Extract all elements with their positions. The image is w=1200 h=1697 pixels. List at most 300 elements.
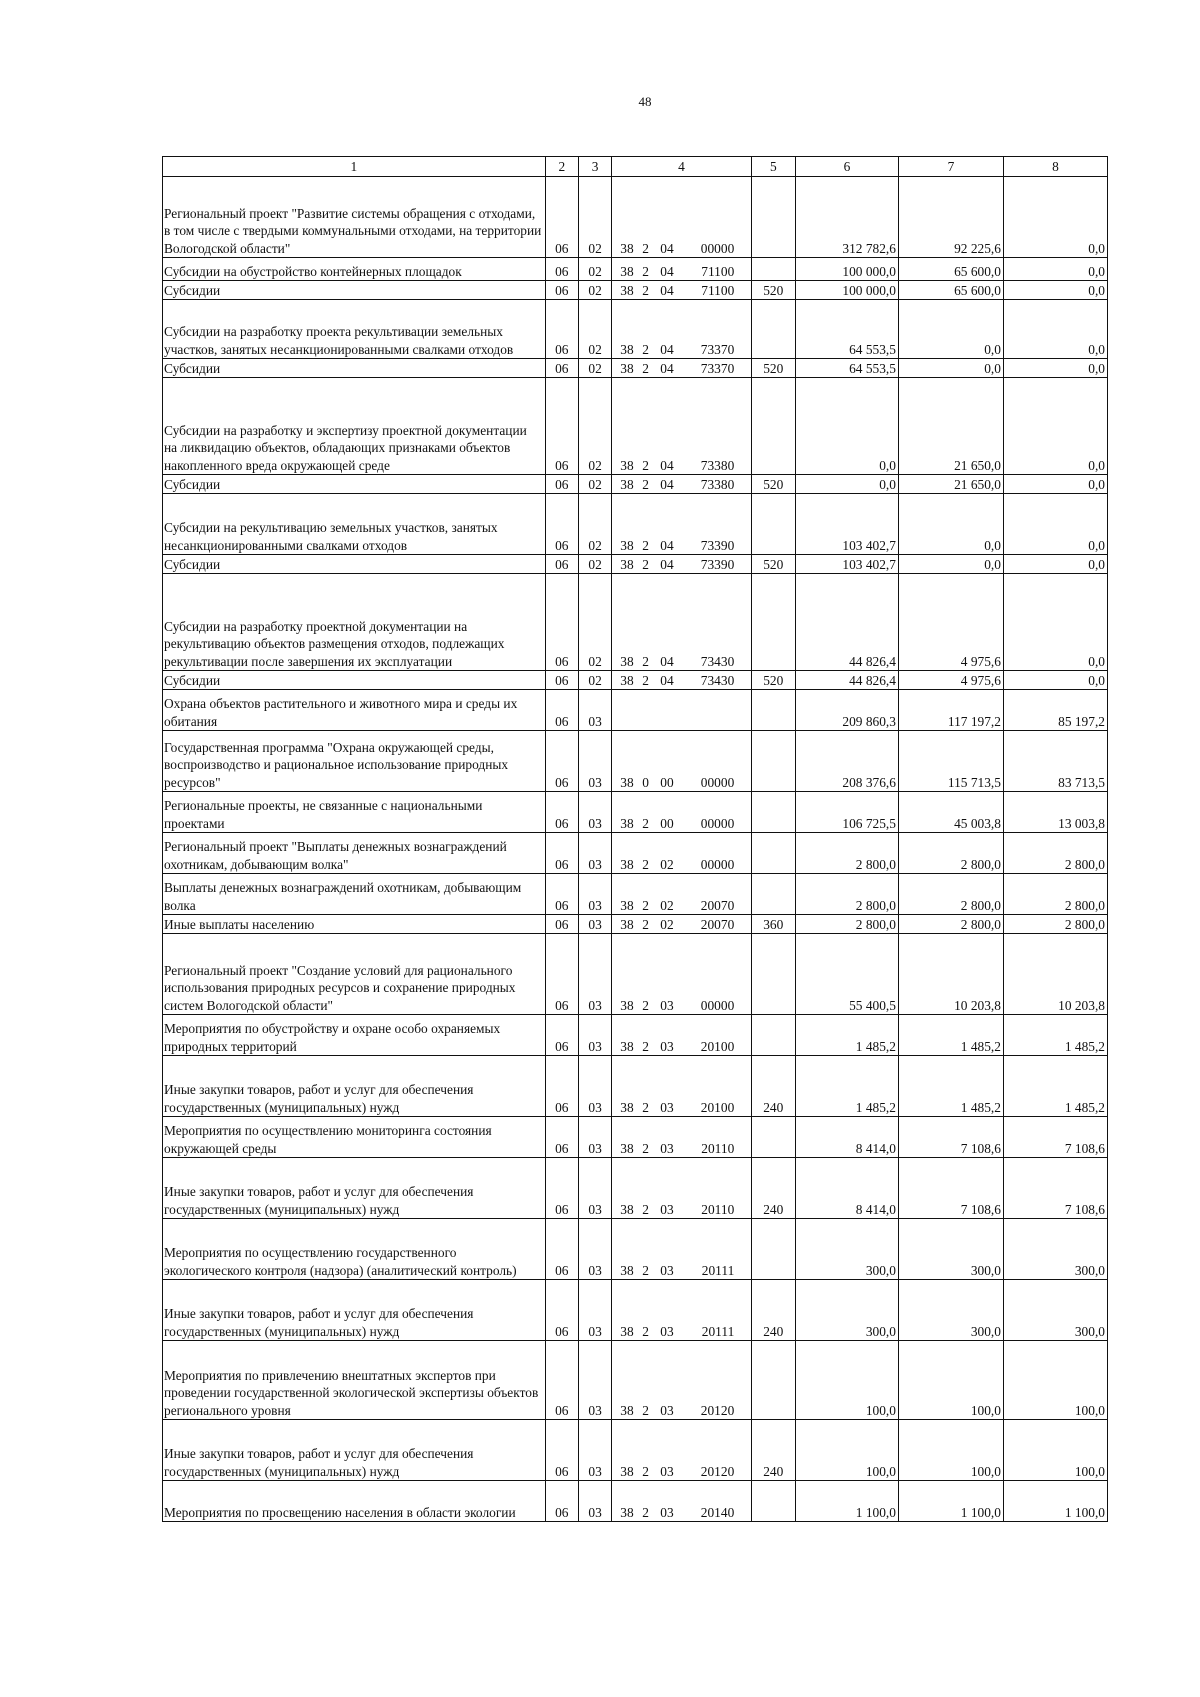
amount-col-8: 1 485,2: [1003, 1015, 1107, 1056]
budget-table: [162, 156, 1108, 1522]
amount-col-7: 115 713,5: [898, 731, 1003, 792]
target-article-code: [612, 731, 751, 792]
expense-type-code: 240: [751, 1420, 795, 1481]
row-name: Субсидии: [163, 671, 546, 690]
table-row: [163, 177, 1108, 258]
table-row: [163, 475, 1108, 494]
subsection-code: 02: [578, 258, 611, 281]
subsection-code: 02: [578, 671, 611, 690]
amount-col-7: 1 100,0: [898, 1481, 1003, 1522]
table-row: [163, 494, 1108, 555]
amount-col-8: 0,0: [1003, 574, 1107, 671]
target-code-part: 2: [642, 672, 649, 688]
subsection-code: 03: [578, 833, 611, 874]
target-code-part: 2: [642, 897, 649, 913]
row-name: Иные закупки товаров, работ и услуг для обеспечения государственных (муниципальных) нужд: [163, 1280, 546, 1341]
subsection-code: 03: [578, 915, 611, 934]
expense-type-code: [751, 258, 795, 281]
expense-type-code: [751, 833, 795, 874]
target-article-code: [612, 874, 751, 915]
amount-col-7: 4 975,6: [898, 574, 1003, 671]
section-code: 06: [545, 475, 578, 494]
target-code-part: 38: [620, 672, 634, 688]
target-code-part: 38: [620, 1323, 634, 1339]
table-row: [163, 359, 1108, 378]
amount-col-8: 83 713,5: [1003, 731, 1107, 792]
section-code: 06: [545, 915, 578, 934]
amount-col-8: 100,0: [1003, 1420, 1107, 1481]
subsection-code: 03: [578, 731, 611, 792]
table-row: [163, 1219, 1108, 1280]
target-code-part: 00000: [700, 997, 735, 1013]
amount-col-8: 85 197,2: [1003, 690, 1107, 731]
expense-type-code: [751, 1117, 795, 1158]
amount-col-7: 21 650,0: [898, 475, 1003, 494]
row-name: Субсидии на рекультивацию земельных участков, занятых несанкционированными свалками отходов: [163, 494, 546, 555]
target-code-part: 2: [642, 240, 649, 256]
header-cell: 5: [751, 157, 795, 177]
amount-col-6: 8 414,0: [796, 1117, 899, 1158]
amount-col-8: 0,0: [1003, 281, 1107, 300]
table-row: [163, 574, 1108, 671]
target-code-part: 38: [620, 360, 634, 376]
amount-col-7: 7 108,6: [898, 1117, 1003, 1158]
amount-col-8: 1 485,2: [1003, 1056, 1107, 1117]
section-code: 06: [545, 359, 578, 378]
section-code: 06: [545, 874, 578, 915]
expense-type-code: 240: [751, 1056, 795, 1117]
expense-type-code: [751, 934, 795, 1015]
target-code-part: 38: [620, 653, 634, 669]
target-code-part: 38: [620, 1038, 634, 1054]
target-code-part: 73370: [700, 341, 735, 357]
section-code: 06: [545, 833, 578, 874]
subsection-code: 02: [578, 494, 611, 555]
target-code-part: 2: [642, 282, 649, 298]
amount-col-6: 1 100,0: [796, 1481, 899, 1522]
table-row: [163, 915, 1108, 934]
target-code-part: 03: [660, 1402, 674, 1418]
row-name: Мероприятия по осуществлению мониторинга состояния окружающей среды: [163, 1117, 546, 1158]
target-code-part: 04: [660, 476, 674, 492]
target-code-part: 38: [620, 916, 634, 932]
expense-type-code: 240: [751, 1280, 795, 1341]
target-code-part: 2: [642, 997, 649, 1013]
table-row: [163, 378, 1108, 475]
table-body: [163, 157, 1108, 1522]
target-code-part: 20111: [701, 1262, 735, 1278]
subsection-code: 03: [578, 792, 611, 833]
target-article-code: [612, 378, 751, 475]
amount-col-7: 45 003,8: [898, 792, 1003, 833]
target-code-part: 2: [642, 476, 649, 492]
target-code-part: 2: [642, 916, 649, 932]
expense-type-code: 520: [751, 281, 795, 300]
table-row: [163, 1481, 1108, 1522]
target-article-code: [612, 1280, 751, 1341]
expense-type-code: [751, 574, 795, 671]
target-code-part: 2: [642, 1099, 649, 1115]
target-code-part: 38: [620, 1099, 634, 1115]
target-code-part: 03: [660, 1201, 674, 1217]
target-code-part: 73380: [700, 457, 735, 473]
target-code-part: 73380: [700, 476, 735, 492]
amount-col-6: 100,0: [796, 1341, 899, 1420]
target-code-part: 00000: [700, 774, 735, 790]
target-code-part: 38: [620, 997, 634, 1013]
row-name: Иные закупки товаров, работ и услуг для обеспечения государственных (муниципальных) нужд: [163, 1158, 546, 1219]
target-code-part: 04: [660, 240, 674, 256]
expense-type-code: [751, 1015, 795, 1056]
target-code-part: 03: [660, 1463, 674, 1479]
section-code: 06: [545, 1219, 578, 1280]
target-code-part: 04: [660, 457, 674, 473]
expense-type-code: [751, 874, 795, 915]
table-row: [163, 1420, 1108, 1481]
target-code-part: 38: [620, 856, 634, 872]
expense-type-code: [751, 731, 795, 792]
target-code-part: 03: [660, 1504, 674, 1520]
section-code: 06: [545, 690, 578, 731]
expense-type-code: [751, 1219, 795, 1280]
section-code: 06: [545, 1015, 578, 1056]
section-code: 06: [545, 258, 578, 281]
table-row: [163, 874, 1108, 915]
table-row: [163, 833, 1108, 874]
amount-col-7: 21 650,0: [898, 378, 1003, 475]
header-cell: 6: [796, 157, 899, 177]
target-code-part: 00000: [700, 240, 735, 256]
table-row: [163, 1158, 1108, 1219]
target-code-part: 00000: [700, 815, 735, 831]
target-article-code: [612, 792, 751, 833]
amount-col-7: 1 485,2: [898, 1015, 1003, 1056]
amount-col-6: 208 376,6: [796, 731, 899, 792]
target-article-code: [612, 915, 751, 934]
section-code: 06: [545, 1481, 578, 1522]
row-name: Мероприятия по просвещению населения в области экологии: [163, 1481, 546, 1522]
target-code-part: 04: [660, 263, 674, 279]
amount-col-7: 100,0: [898, 1420, 1003, 1481]
section-code: 06: [545, 792, 578, 833]
target-code-part: 38: [620, 1402, 634, 1418]
row-name: Региональные проекты, не связанные с национальными проектами: [163, 792, 546, 833]
amount-col-6: 44 826,4: [796, 574, 899, 671]
amount-col-8: 300,0: [1003, 1280, 1107, 1341]
target-article-code: [612, 1158, 751, 1219]
target-code-part: 71100: [701, 282, 735, 298]
target-code-part: 73430: [700, 653, 735, 669]
amount-col-8: 0,0: [1003, 300, 1107, 359]
target-code-part: 02: [660, 916, 674, 932]
amount-col-8: 13 003,8: [1003, 792, 1107, 833]
target-code-part: 02: [660, 897, 674, 913]
expense-type-code: 520: [751, 555, 795, 574]
amount-col-6: 103 402,7: [796, 555, 899, 574]
subsection-code: 02: [578, 359, 611, 378]
row-name: Региональный проект "Развитие системы обращения с отходами, в том числе с твердыми коммунальными отходами, на территории Вологодской области": [163, 177, 546, 258]
target-article-code: [612, 1117, 751, 1158]
amount-col-8: 0,0: [1003, 494, 1107, 555]
amount-col-7: 300,0: [898, 1219, 1003, 1280]
amount-col-6: 1 485,2: [796, 1056, 899, 1117]
amount-col-6: 64 553,5: [796, 359, 899, 378]
target-code-part: 2: [642, 360, 649, 376]
table-row: [163, 281, 1108, 300]
expense-type-code: [751, 792, 795, 833]
subsection-code: 03: [578, 874, 611, 915]
target-article-code: [612, 574, 751, 671]
table-row: [163, 690, 1108, 731]
section-code: 06: [545, 378, 578, 475]
amount-col-7: 10 203,8: [898, 934, 1003, 1015]
subsection-code: 02: [578, 300, 611, 359]
subsection-code: 03: [578, 1219, 611, 1280]
amount-col-7: 0,0: [898, 494, 1003, 555]
row-name: Субсидии на разработку проекта рекультивации земельных участков, занятых несанкционированными свалками отходов: [163, 300, 546, 359]
amount-col-6: 106 725,5: [796, 792, 899, 833]
row-name: Региональный проект "Создание условий для рационального использования природных ресурсов и сохранение природных систем Вологодской области": [163, 934, 546, 1015]
target-code-part: 2: [642, 1504, 649, 1520]
amount-col-6: 100 000,0: [796, 258, 899, 281]
target-code-part: 2: [642, 653, 649, 669]
target-article-code: [612, 1015, 751, 1056]
subsection-code: 03: [578, 1117, 611, 1158]
amount-col-7: 65 600,0: [898, 281, 1003, 300]
row-name: Иные выплаты населению: [163, 915, 546, 934]
subsection-code: 02: [578, 574, 611, 671]
subsection-code: 02: [578, 475, 611, 494]
target-article-code: [612, 177, 751, 258]
target-code-part: 03: [660, 1323, 674, 1339]
subsection-code: 03: [578, 1481, 611, 1522]
table-row: [163, 300, 1108, 359]
target-code-part: 38: [620, 897, 634, 913]
target-code-part: 04: [660, 653, 674, 669]
amount-col-8: 0,0: [1003, 475, 1107, 494]
subsection-code: 03: [578, 1158, 611, 1219]
target-code-part: 2: [642, 815, 649, 831]
amount-col-7: 0,0: [898, 300, 1003, 359]
target-article-code: [612, 281, 751, 300]
table-row: [163, 1015, 1108, 1056]
target-article-code: [612, 1341, 751, 1420]
row-name: Региональный проект "Выплаты денежных вознаграждений охотникам, добывающим волка": [163, 833, 546, 874]
target-article-code: [612, 300, 751, 359]
target-code-part: 04: [660, 360, 674, 376]
target-code-part: 71100: [701, 263, 735, 279]
amount-col-6: 100 000,0: [796, 281, 899, 300]
target-code-part: 2: [642, 556, 649, 572]
target-code-part: 2: [642, 856, 649, 872]
amount-col-7: 92 225,6: [898, 177, 1003, 258]
amount-col-8: 1 100,0: [1003, 1481, 1107, 1522]
target-article-code: [612, 671, 751, 690]
row-name: Субсидии на обустройство контейнерных площадок: [163, 258, 546, 281]
header-cell: 4: [612, 157, 751, 177]
target-code-part: 2: [642, 341, 649, 357]
target-code-part: 38: [620, 282, 634, 298]
target-code-part: 38: [620, 774, 634, 790]
row-name: Субсидии: [163, 281, 546, 300]
target-code-part: 03: [660, 997, 674, 1013]
target-code-part: 2: [642, 1140, 649, 1156]
amount-col-8: 100,0: [1003, 1341, 1107, 1420]
target-code-part: 38: [620, 1201, 634, 1217]
amount-col-6: 0,0: [796, 475, 899, 494]
target-code-part: 20120: [700, 1463, 735, 1479]
section-code: 06: [545, 300, 578, 359]
amount-col-8: 0,0: [1003, 258, 1107, 281]
table-row: [163, 934, 1108, 1015]
subsection-code: 03: [578, 1341, 611, 1420]
row-name: Субсидии: [163, 475, 546, 494]
target-code-part: 20100: [700, 1099, 735, 1115]
subsection-code: 03: [578, 690, 611, 731]
expense-type-code: 520: [751, 671, 795, 690]
subsection-code: 03: [578, 1056, 611, 1117]
target-code-part: 20070: [700, 916, 735, 932]
target-code-part: 20110: [701, 1201, 735, 1217]
subsection-code: 02: [578, 281, 611, 300]
row-name: Государственная программа "Охрана окружающей среды, воспроизводство и рациональное использование природных ресурсов": [163, 731, 546, 792]
subsection-code: 02: [578, 177, 611, 258]
amount-col-6: 44 826,4: [796, 671, 899, 690]
amount-col-6: 8 414,0: [796, 1158, 899, 1219]
header-cell: 3: [578, 157, 611, 177]
expense-type-code: 520: [751, 359, 795, 378]
target-code-part: 20111: [701, 1323, 735, 1339]
amount-col-8: 7 108,6: [1003, 1158, 1107, 1219]
amount-col-7: 0,0: [898, 555, 1003, 574]
target-code-part: 38: [620, 476, 634, 492]
header-cell: 1: [163, 157, 546, 177]
row-name: Охрана объектов растительного и животного мира и среды их обитания: [163, 690, 546, 731]
target-code-part: 20120: [700, 1402, 735, 1418]
expense-type-code: [751, 494, 795, 555]
amount-col-7: 117 197,2: [898, 690, 1003, 731]
expense-type-code: 240: [751, 1158, 795, 1219]
row-name: Субсидии: [163, 359, 546, 378]
target-code-part: 04: [660, 556, 674, 572]
target-code-part: 38: [620, 263, 634, 279]
row-name: Субсидии на разработку проектной документации на рекультивацию объектов размещения отходов, подлежащих рекультивации после завершения их эксплуатации: [163, 574, 546, 671]
target-article-code: [612, 934, 751, 1015]
target-code-part: 2: [642, 1463, 649, 1479]
subsection-code: 02: [578, 378, 611, 475]
target-code-part: 38: [620, 457, 634, 473]
target-code-part: 38: [620, 1504, 634, 1520]
target-code-part: 2: [642, 1323, 649, 1339]
table-row: [163, 792, 1108, 833]
table-row: [163, 1117, 1108, 1158]
row-name: Мероприятия по привлечению внештатных экспертов при проведении государственной экологической экспертизы объектов регионального уровня: [163, 1341, 546, 1420]
target-code-part: 2: [642, 263, 649, 279]
target-article-code: [612, 555, 751, 574]
target-code-part: 02: [660, 856, 674, 872]
target-code-part: 2: [642, 457, 649, 473]
section-code: 06: [545, 1158, 578, 1219]
amount-col-6: 2 800,0: [796, 915, 899, 934]
table-row: [163, 731, 1108, 792]
amount-col-7: 4 975,6: [898, 671, 1003, 690]
table-header-row: [163, 157, 1108, 177]
target-article-code: [612, 359, 751, 378]
target-code-part: 38: [620, 1262, 634, 1278]
header-cell: 8: [1003, 157, 1107, 177]
section-code: 06: [545, 731, 578, 792]
amount-col-7: 300,0: [898, 1280, 1003, 1341]
section-code: 06: [545, 1280, 578, 1341]
amount-col-8: 300,0: [1003, 1219, 1107, 1280]
target-article-code: [612, 1219, 751, 1280]
expense-type-code: [751, 1341, 795, 1420]
section-code: 06: [545, 1341, 578, 1420]
amount-col-6: 64 553,5: [796, 300, 899, 359]
row-name: Субсидии на разработку и экспертизу проектной документации на ликвидацию объектов, обладающих признаками объектов накопленного вреда окружающей среде: [163, 378, 546, 475]
amount-col-7: 2 800,0: [898, 915, 1003, 934]
target-code-part: 03: [660, 1038, 674, 1054]
target-article-code: [612, 833, 751, 874]
amount-col-8: 2 800,0: [1003, 915, 1107, 934]
page-number: 48: [638, 94, 652, 109]
amount-col-6: 55 400,5: [796, 934, 899, 1015]
section-code: 06: [545, 671, 578, 690]
target-code-part: 73370: [700, 360, 735, 376]
target-article-code: [612, 494, 751, 555]
expense-type-code: 360: [751, 915, 795, 934]
expense-type-code: [751, 1481, 795, 1522]
amount-col-6: 312 782,6: [796, 177, 899, 258]
target-code-part: 00000: [700, 856, 735, 872]
table-row: [163, 1056, 1108, 1117]
target-code-part: 20140: [700, 1504, 735, 1520]
target-code-part: 03: [660, 1140, 674, 1156]
target-code-part: 73390: [700, 537, 735, 553]
expense-type-code: [751, 690, 795, 731]
amount-col-7: 2 800,0: [898, 874, 1003, 915]
target-code-part: 00: [660, 815, 674, 831]
expense-type-code: [751, 177, 795, 258]
amount-col-6: 103 402,7: [796, 494, 899, 555]
row-name: Выплаты денежных вознаграждений охотникам, добывающим волка: [163, 874, 546, 915]
amount-col-8: 0,0: [1003, 177, 1107, 258]
amount-col-6: 100,0: [796, 1420, 899, 1481]
subsection-code: 02: [578, 555, 611, 574]
table-row: [163, 671, 1108, 690]
target-code-part: 2: [642, 1201, 649, 1217]
target-code-part: 20100: [700, 1038, 735, 1054]
target-code-part: 00: [660, 774, 674, 790]
section-code: 06: [545, 494, 578, 555]
row-name: Иные закупки товаров, работ и услуг для обеспечения государственных (муниципальных) нужд: [163, 1420, 546, 1481]
amount-col-8: 2 800,0: [1003, 833, 1107, 874]
amount-col-8: 0,0: [1003, 671, 1107, 690]
target-code-part: 38: [620, 1463, 634, 1479]
target-code-part: 03: [660, 1099, 674, 1115]
target-article-code: [612, 1481, 751, 1522]
target-article-code: [612, 1420, 751, 1481]
row-name: Мероприятия по осуществлению государственного экологического контроля (надзора) (аналитический контроль): [163, 1219, 546, 1280]
amount-col-7: 0,0: [898, 359, 1003, 378]
amount-col-6: 2 800,0: [796, 874, 899, 915]
amount-col-6: 2 800,0: [796, 833, 899, 874]
table-row: [163, 1280, 1108, 1341]
target-code-part: 38: [620, 1140, 634, 1156]
section-code: 06: [545, 177, 578, 258]
table-row: [163, 258, 1108, 281]
section-code: 06: [545, 281, 578, 300]
